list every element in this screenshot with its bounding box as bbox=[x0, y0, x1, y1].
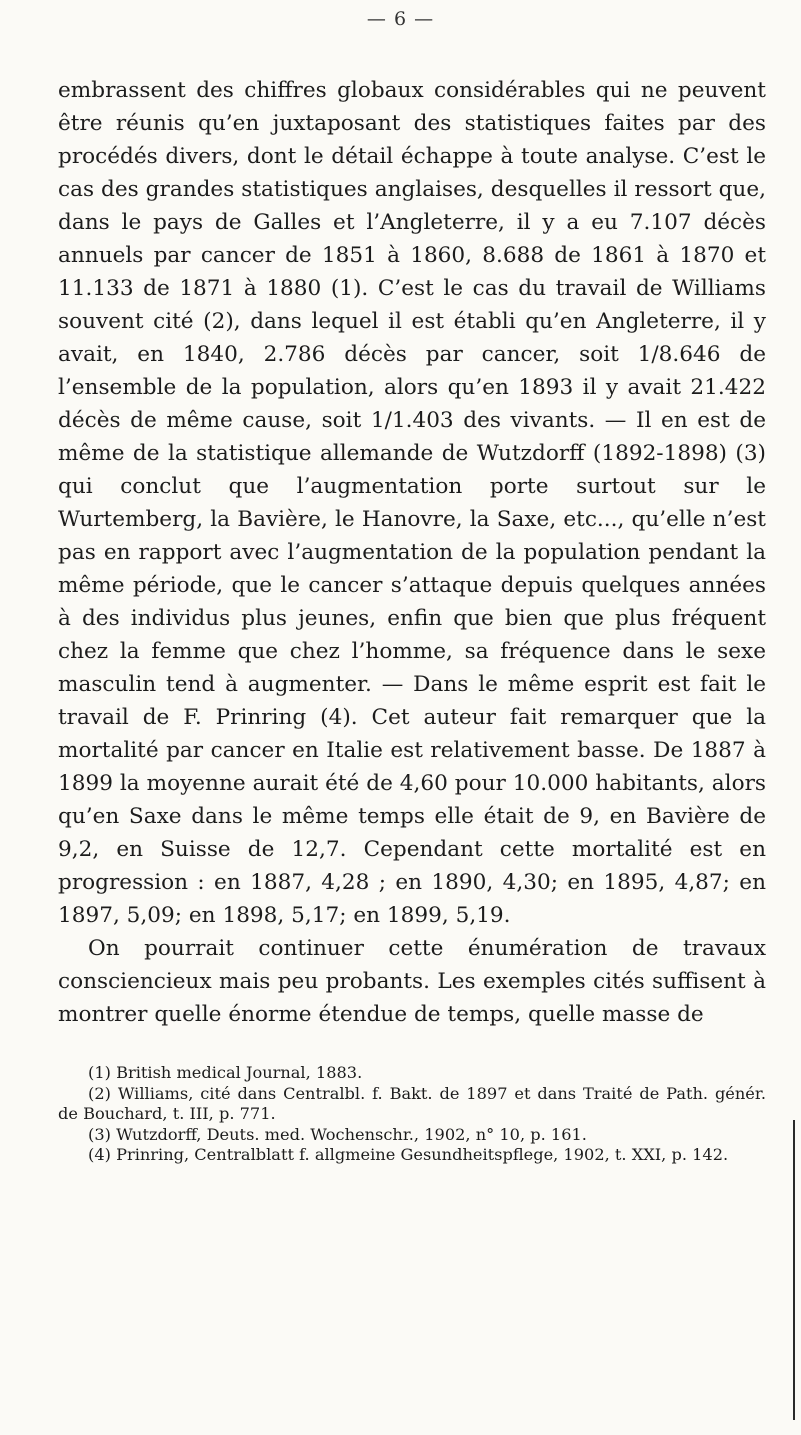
page-number: — 6 — bbox=[366, 8, 435, 30]
body-text bbox=[58, 74, 766, 1031]
footnote-1: (1) British medical Journal, 1883. bbox=[88, 1063, 363, 1082]
footnotes bbox=[58, 1063, 766, 1166]
paragraph-1: embrassent des chiffres globaux considérables qui ne peuvent être réunis qu’en juxtaposant des statistiques faites par des procédés divers, dont le détail échappe à toute analyse. C’est le cas des grandes statistiques anglaises, desquelles il ressort que, dans le pays de Galles et l’Angleterre, il y a eu 7.107 décès annuels par cancer de 1851 à 1860, 8.688 de 1861 à 1870 et 11.133 de 1871 à 1880 (1). C’est le cas du travail de Williams souvent cité (2), dans lequel il est établi qu’en Angleterre, il y avait, en 1840, 2.786 décès par cancer, soit 1/8.646 de l’ensemble de la population, alors qu’en 1893 il y avait 21.422 décès de même cause, soit 1/1.403 des vivants. — Il en est de même de la statistique allemande de Wutzdorff (1892-1898) (3) qui conclut que l’augmentation porte surtout sur le Wurtemberg, la Bavière, le Hanovre, la Saxe, etc..., qu’elle n’est pas en rapport avec l’augmentation de la population pendant la même période, que le cancer s’attaque depuis quelques années à des individus plus jeunes, enfin que bien que plus fréquent chez la femme que chez l’homme, sa fréquence dans le sexe masculin tend à augmenter. — Dans le même esprit est fait le travail de F. Prinring (4). Cet auteur fait remarquer que la mortalité par cancer en Italie est relativement basse. De 1887 à 1899 la moyenne aurait été de 4,60 pour 10.000 habitants, alors qu’en Saxe dans le même temps elle était de 9, en Bavière de 9,2, en Suisse de 12,7. Cependant cette mortalité est en progression : en 1887, 4,28 ; en 1890, 4,30; en 1895, 4,87; en 1897, 5,09; en 1898, 5,17; en 1899, 5,19. bbox=[58, 78, 766, 928]
footnote-2: (2) Williams, cité dans Centralbl. f. Bakt. de 1897 et dans Traité de Path. génér. de Bouchard, t. III, p. 771. bbox=[58, 1083, 766, 1123]
page-edge-shadow bbox=[793, 1120, 795, 1420]
paragraph-2: On pourrait continuer cette énumération de travaux consciencieux mais peu probants. Les exemples cités suffisent à montrer quelle énorme étendue de temps, quelle masse de bbox=[58, 936, 766, 1027]
footnote-4: (4) Prinring, Centralblatt f. allgmeine Gesundheitspflege, 1902, t. XXI, p. 142. bbox=[88, 1145, 729, 1164]
footnote-3: (3) Wutzdorff, Deuts. med. Wochenschr., 1902, n° 10, p. 161. bbox=[88, 1124, 587, 1144]
